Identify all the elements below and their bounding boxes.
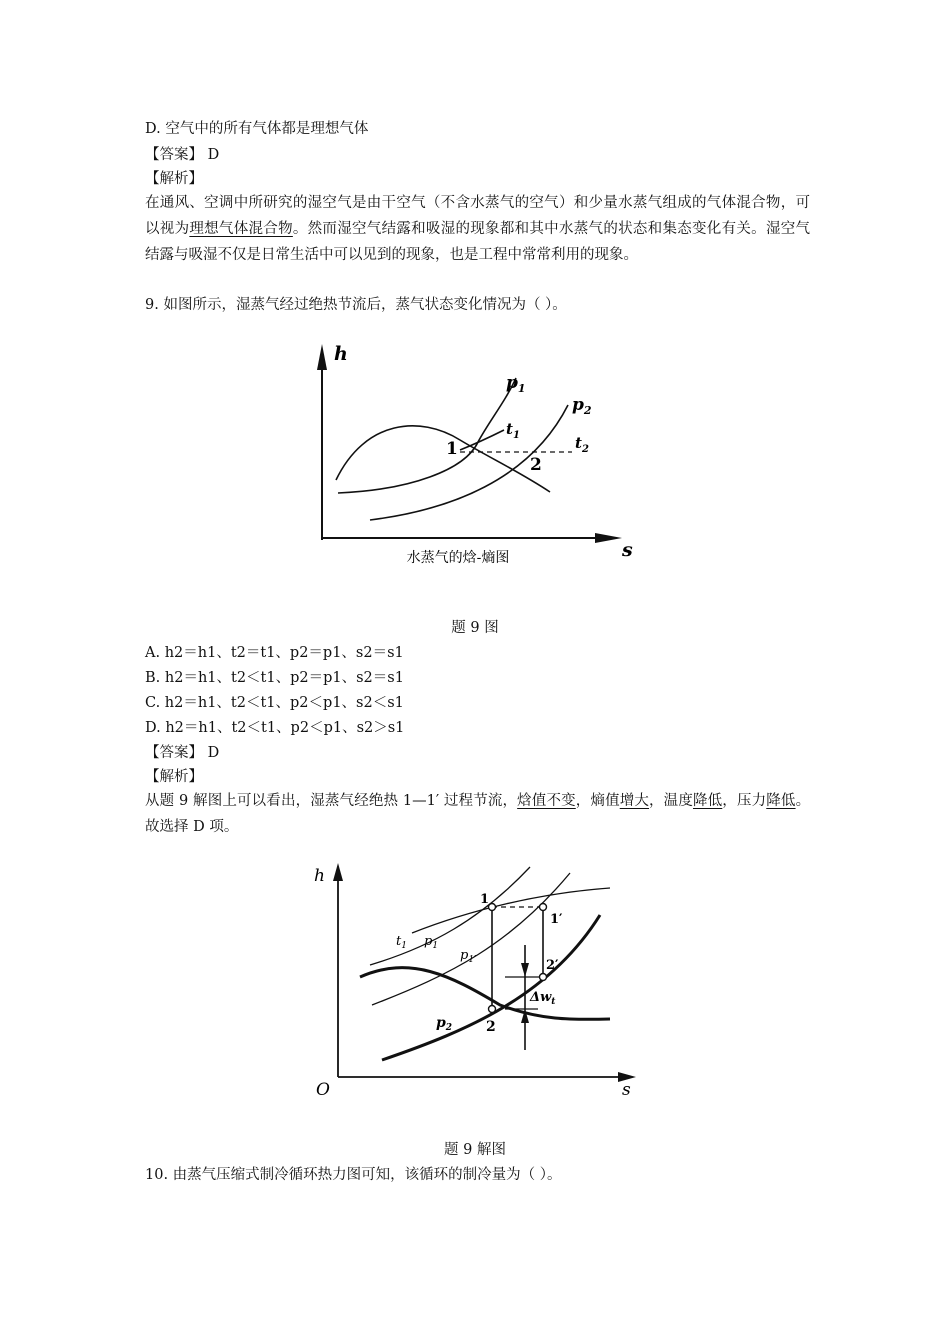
q9-option-a: A. h2＝h1、t2＝t1、p2＝p1、s2＝s1 xyxy=(145,645,404,661)
q9-analysis-label: 【解析】 xyxy=(145,769,203,785)
axis-s-label: s xyxy=(622,539,633,561)
h-axis-arrow xyxy=(317,344,327,370)
sol-label-pt2: 2 xyxy=(486,1019,496,1035)
sol-label-pt1p: 1′ xyxy=(550,912,563,927)
q8-answer: 【答案】 D xyxy=(145,147,220,163)
label-p2: $p_2$ xyxy=(572,395,592,417)
sol-label-p1prime: $p_{1'}$ xyxy=(460,948,477,965)
sol-point-1 xyxy=(489,904,496,911)
sol-t1-isotherm xyxy=(412,888,610,933)
q9-option-b: B. h2＝h1、t2＜t1、p2＝p1、s2＝s1 xyxy=(145,670,404,686)
q9-solution-caption: 题 9 解图 xyxy=(444,1142,506,1158)
q8-analysis-text xyxy=(145,190,810,268)
axis-h-label: h xyxy=(334,343,348,365)
inner-caption: 水蒸气的焓-熵图 xyxy=(406,550,510,566)
sol-label-dw: $\Delta w_t$ xyxy=(530,990,556,1007)
q8-analysis-underline: 理想气体混合物 xyxy=(189,221,293,237)
label-point-1: 1 xyxy=(446,439,458,459)
sol-label-pt1: 1 xyxy=(480,892,490,907)
q8-analysis-part2: 。然而湿空气结露和吸湿的现象都和其中水蒸气的状态和集态变化有关。湿空气结露与吸湿不仅是日常生活中可以见到的现象，也是工程中常常利用的现象。 xyxy=(145,221,811,263)
sol-h-axis-arrow xyxy=(333,863,343,881)
sol-label-t1: $t_1$ xyxy=(396,934,407,951)
t1-isotherm xyxy=(460,430,504,450)
q9-solution-figure xyxy=(300,855,650,1105)
q8-analysis-label: 【解析】 xyxy=(145,171,203,187)
q9-answer: 【答案】 D xyxy=(145,745,220,761)
sol-point-1p xyxy=(540,904,547,911)
q9-option-c: C. h2＝h1、t2＜t1、p2＜p1、s2＜s1 xyxy=(145,695,404,711)
q9-figure xyxy=(300,330,650,580)
sol-label-pt2p: 2′ xyxy=(546,958,559,973)
sol-point-2p xyxy=(540,974,547,981)
q9-question: 9. 如图所示，湿蒸气经过绝热节流后，蒸气状态变化情况为（ ）。 xyxy=(145,297,567,313)
sol-label-p2: $p_2$ xyxy=(436,1015,453,1033)
p1-isobar xyxy=(338,378,516,493)
q9-analysis-u4: 降低 xyxy=(766,793,796,809)
q9-analysis-u3: 降低 xyxy=(692,793,723,809)
q8-analysis-part1: 在通风、空调中所研究的湿空气是由干空气（不含水蒸气的空气）和少量水蒸气组成的气体混合物，可以视为 xyxy=(145,195,810,237)
q9-caption: 题 9 图 xyxy=(451,620,499,636)
q9-analysis-b: ，熵值 xyxy=(575,793,620,809)
q9-analysis-u1: 焓值不变 xyxy=(517,793,576,809)
label-t2: $t_2$ xyxy=(575,434,589,455)
sol-saturation-curve xyxy=(360,968,610,1020)
q9-analysis-text xyxy=(145,788,810,840)
sol-p1-isobar xyxy=(370,867,530,965)
label-point-2: 2 xyxy=(530,455,542,475)
sol-origin-label: O xyxy=(316,1080,330,1100)
label-t1: $t_1$ xyxy=(506,420,520,441)
s-axis-arrow xyxy=(595,533,622,543)
sol-p1prime-isobar xyxy=(372,873,570,1005)
sol-dw-arrow-down xyxy=(521,963,529,977)
q9-analysis-d: ，压力 xyxy=(722,793,767,809)
sol-label-p1: $p_1$ xyxy=(424,934,439,951)
q9-analysis-e: 。故选择 D 项。 xyxy=(145,793,811,835)
label-p1: $p_1$ xyxy=(506,373,526,395)
q9-analysis-c: ，温度 xyxy=(649,793,693,809)
sol-axis-s-label: s xyxy=(622,1080,631,1100)
sol-axis-h-label: h xyxy=(314,866,325,886)
q10-question: 10. 由蒸气压缩式制冷循环热力图可知，该循环的制冷量为（ ）。 xyxy=(145,1167,562,1183)
q9-option-d: D. h2＝h1、t2＜t1、p2＜p1、s2＞s1 xyxy=(145,720,405,736)
sol-point-2 xyxy=(489,1006,496,1013)
q9-analysis-u2: 增大 xyxy=(619,793,650,809)
q9-analysis-a: 从题 9 解图上可以看出，湿蒸气经绝热 1—1′ 过程节流， xyxy=(145,793,518,809)
q8-option-d: D. 空气中的所有气体都是理想气体 xyxy=(145,121,369,137)
